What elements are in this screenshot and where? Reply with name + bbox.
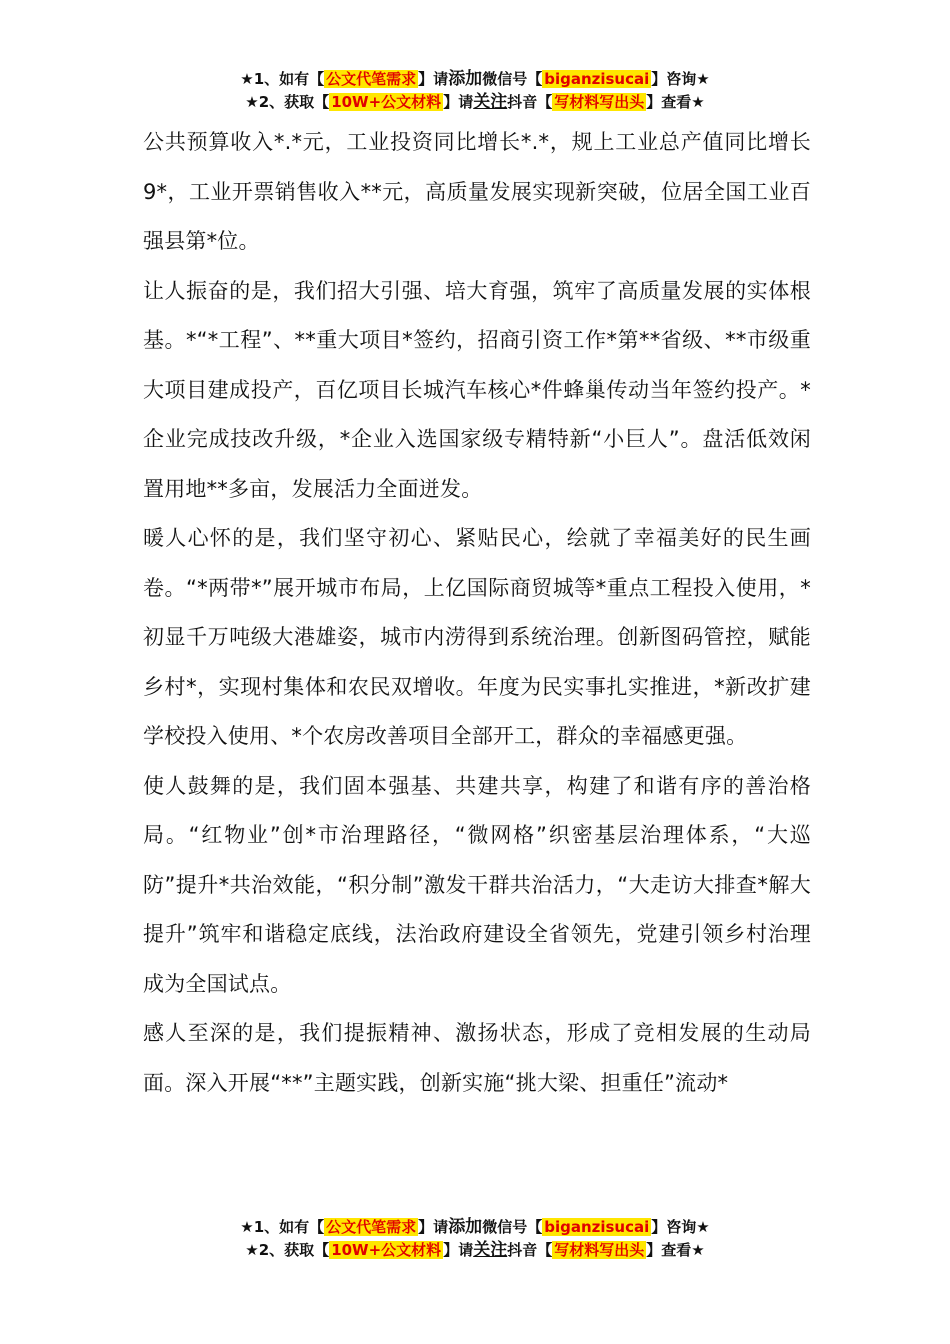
footer-line-2-suffix: 】查看★ <box>646 1241 705 1259</box>
footer-line-2-prefix: ★2、获取【 <box>245 1241 330 1259</box>
header-banner <box>0 68 950 114</box>
footer-line-2 <box>0 1239 950 1262</box>
banner-line-2-mid2: 抖音【 <box>507 93 553 111</box>
footer-line-2-highlight-douyin: 写材料写出头 <box>554 1241 645 1259</box>
banner-line-1-mid2: 微信号【 <box>482 70 543 88</box>
document-body <box>143 118 811 1108</box>
footer-line-1-mid: 】请 <box>418 1218 449 1236</box>
paragraph-livelihood: 暖人心怀的是，我们坚守初心、紧贴民心，绘就了幸福美好的民生画卷。“*两带*”展开城市布局，上亿国际商贸城等*重点工程投入使用，*初显千万吨级大港雄姿，城市内涝得到系统治理。创新图码管控，赋能乡村*，实现村集体和农民双增收。年度为民实事扎实推进，*新改扩建学校投入使用、*个农房改善项目全部开工，群众的幸福感更强。 <box>143 526 811 748</box>
banner-line-2-suffix: 】查看★ <box>646 93 705 111</box>
banner-line-1 <box>0 68 950 91</box>
banner-line-1-highlight-service: 公文代笔需求 <box>326 70 417 88</box>
footer-line-1-mid2: 微信号【 <box>482 1218 543 1236</box>
footer-line-2-highlight-materials: 10W+公文材料 <box>331 1241 442 1259</box>
banner-line-2-highlight-materials: 10W+公文材料 <box>331 93 442 111</box>
banner-line-2-highlight-douyin: 写材料写出头 <box>554 93 645 111</box>
paragraph-budget: 公共预算收入*.*元，工业投资同比增长*.*，规上工业总产值同比增长9*，工业开票销售收入**元，高质量发展实现新突破，位居全国工业百强县第*位。 <box>143 130 811 253</box>
footer-line-2-emphasis: 关注 <box>473 1240 508 1260</box>
banner-line-2-mid: 】请 <box>443 93 474 111</box>
footer-line-1-prefix: ★1、如有【 <box>240 1218 325 1236</box>
banner-line-1-suffix: 】咨询★ <box>651 70 710 88</box>
paragraph-spirit: 感人至深的是，我们提振精神、激扬状态，形成了竞相发展的生动局面。深入开展“**”主题实践，创新实施“挑大梁、担重任”流动* <box>143 1021 811 1095</box>
banner-line-2-emphasis: 关注 <box>473 92 508 112</box>
footer-line-2-mid: 】请 <box>443 1241 474 1259</box>
banner-line-1-mid: 】请 <box>418 70 449 88</box>
footer-line-1-highlight-wechat: biganzisucai <box>544 1218 650 1236</box>
footer-line-1-emphasis: 添加 <box>448 1217 483 1237</box>
footer-line-1 <box>0 1216 950 1239</box>
banner-line-1-prefix: ★1、如有【 <box>240 70 325 88</box>
footer-line-1-highlight-service: 公文代笔需求 <box>326 1218 417 1236</box>
banner-line-1-emphasis: 添加 <box>448 69 483 89</box>
banner-line-2 <box>0 91 950 114</box>
footer-line-2-mid2: 抖音【 <box>507 1241 553 1259</box>
paragraph-investment: 让人振奋的是，我们招大引强、培大育强，筑牢了高质量发展的实体根基。*“*工程”、**重大项目*签约，招商引资工作*第**省级、**市级重大项目建成投产，百亿项目长城汽车核心*件蜂巢传动当年签约投产。*企业完成技改升级，*企业入选国家级专精特新“小巨人”。盘活低效闲置用地**多亩，发展活力全面迸发。 <box>143 278 811 501</box>
banner-line-2-prefix: ★2、获取【 <box>245 93 330 111</box>
footer-banner <box>0 1216 950 1262</box>
paragraph-governance: 使人鼓舞的是，我们固本强基、共建共享，构建了和谐有序的善治格局。“红物业”创*市治理路径，“微网格”织密基层治理体系，“大巡防”提升*共治效能，“积分制”激发干群共治活力，“大走访大排查*解大提升”筑牢和谐稳定底线，法治政府建设全省领先，党建引领乡村治理成为全国试点。 <box>143 773 811 996</box>
banner-line-1-highlight-wechat: biganzisucai <box>544 70 650 88</box>
footer-line-1-suffix: 】咨询★ <box>651 1218 710 1236</box>
